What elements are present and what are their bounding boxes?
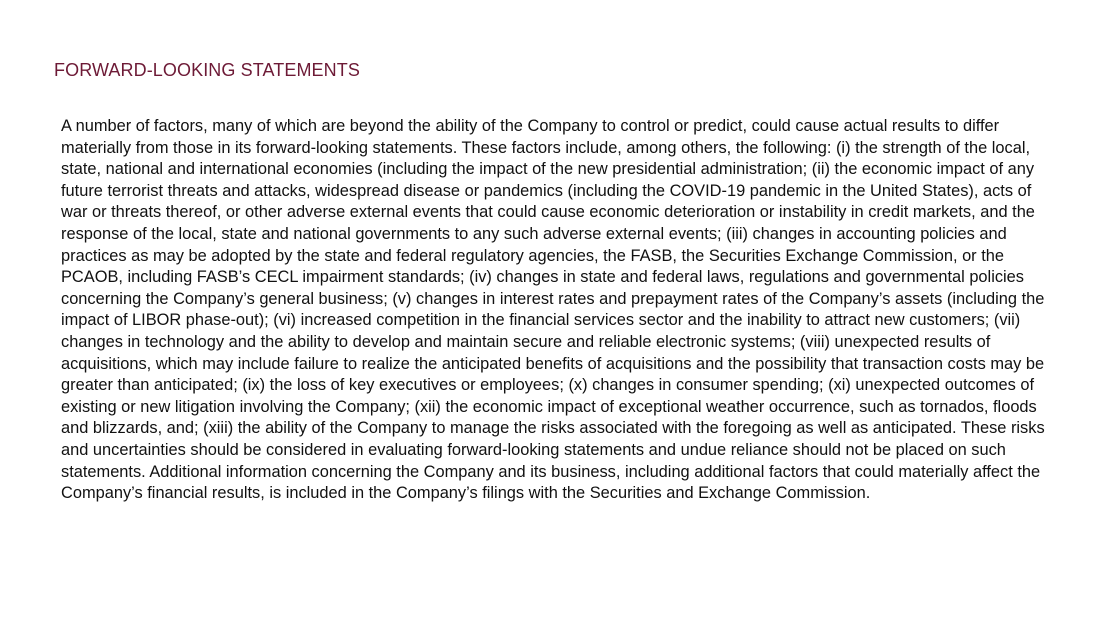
slide-title: FORWARD-LOOKING STATEMENTS [54,60,360,80]
forward-looking-statements-paragraph: A number of factors, many of which are beyond the ability of the Company to control or predict, could cause actual results to differ materially from those in its forward-looking statements. These factors include, among others, the following: (i) the strength of the local, state, national and international economies (including the impact of the new presidential administration; (ii) the economic impact of any future terrorist threats and attacks, widespread disease or pandemics (including the COVID-19 pandemic in the United States), acts of war or threats thereof, or other adverse external events that could cause economic deterioration or instability in credit markets, and the response of the local, state and national governments to any such adverse external events; (iii) changes in accounting policies and practices as may be adopted by the state and federal regulatory agencies, the FASB, the Securities Exchange Commission, or the PCAOB, including FASB’s CECL impairment standards; (iv) changes in state and federal laws, regulations and governmental policies concerning the Company’s general business; (v) changes in interest rates and prepayment rates of the Company’s assets (including the impact of LIBOR phase-out); (vi) increased competition in the financial services sector and the inability to attract new customers; (vii) changes in technology and the ability to develop and maintain secure and reliable electronic systems; (viii) unexpected results of acquisitions, which may include failure to realize the anticipated benefits of acquisitions and the possibility that transaction costs may be greater than anticipated; (ix) the loss of key executives or employees; (x) changes in consumer spending; (xi) unexpected outcomes of existing or new litigation involving the Company; (xii) the economic impact of exceptional weather occurrence, such as tornados, floods and blizzards, and; (xiii) the ability of the Company to manage the risks associated with the foregoing as well as anticipated. These risks and uncertainties should be considered in evaluating forward-looking statements and undue reliance should not be placed on such statements. Additional information concerning the Company and its business, including additional factors that could materially affect the Company’s financial results, is included in the Company’s filings with the Securities and Exchange Commission. [61,117,1045,503]
